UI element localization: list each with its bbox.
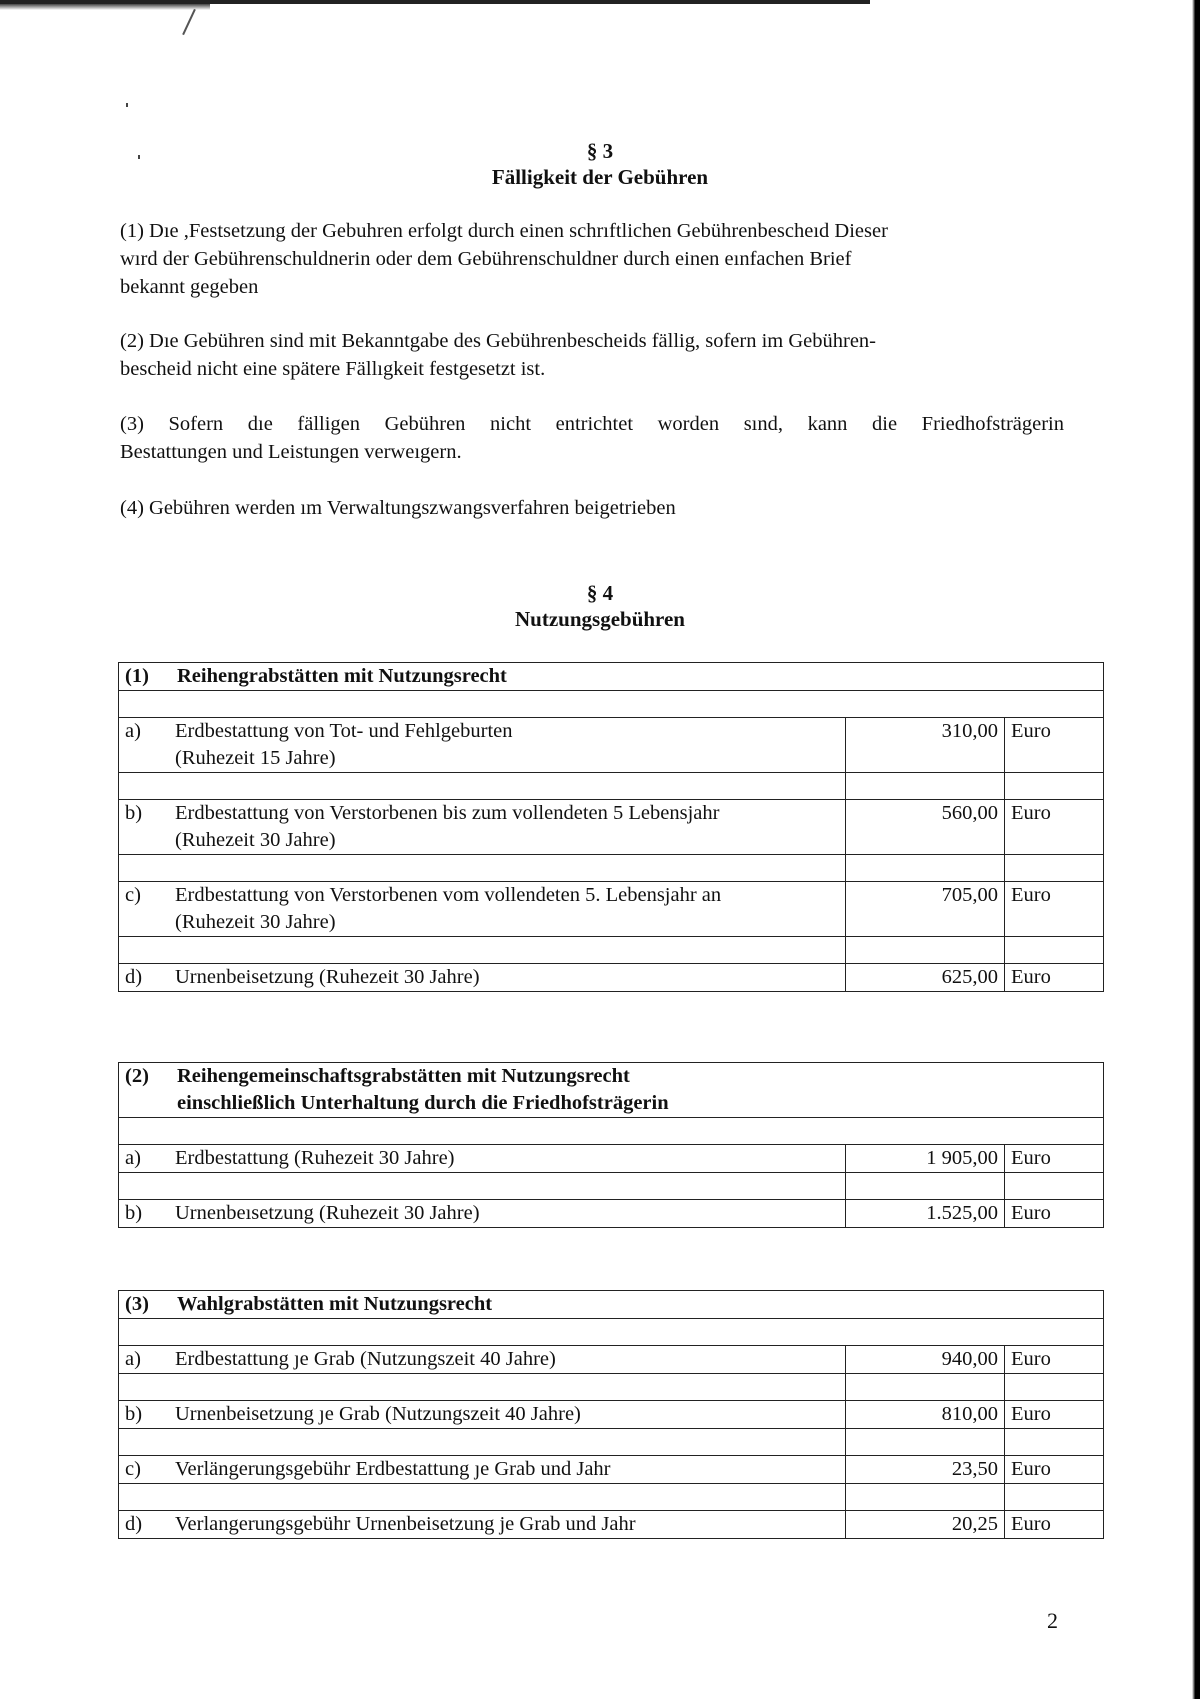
table-row [119, 964, 1104, 992]
row-currency: Euro [1005, 800, 1104, 855]
spacer-row [119, 1319, 1104, 1346]
table-row [119, 882, 1104, 937]
row-text: Erdbestattung von Verstorbenen bis zum vollendeten 5 Lebensjahr [175, 802, 720, 824]
row-currency: Euro [1005, 1145, 1104, 1173]
row-text: Urnenbeisetzung ȷe Grab (Nutzungszeit 40 Jahre) [175, 1403, 581, 1425]
paragraph-2 [120, 327, 1064, 383]
table-row [119, 1200, 1104, 1228]
row-amount: 1.525,00 [846, 1200, 1005, 1228]
paragraph-4 [120, 494, 1064, 522]
row-amount: 23,50 [846, 1456, 1005, 1484]
table-row [119, 1511, 1104, 1539]
section-title: Nutzungsgebühren [515, 607, 685, 631]
paragraph-line: (1) Dıe ,Festsetzung der Gebuhren erfolgt durch einen schrıftlichen Gebührenbescheıd Dieser [120, 220, 888, 242]
paragraph-1 [120, 217, 1064, 301]
row-letter: b) [125, 1202, 143, 1224]
row-text: Erdbestattung von Verstorbenen vom vollendeten 5. Lebensjahr an [175, 884, 722, 906]
row-text: Erdbestattung (Ruhezeit 30 Jahre) [175, 1147, 455, 1169]
table-row [119, 1456, 1104, 1484]
section-number: § 3 [586, 139, 614, 163]
spacer-row [119, 1118, 1104, 1145]
table-number: (2) [125, 1065, 149, 1087]
row-text: Urnenbeısetzung (Ruhezeit 30 Jahre) [175, 1202, 480, 1224]
row-currency: Euro [1005, 964, 1104, 992]
section-title: Fälligkeit der Gebühren [491, 165, 709, 189]
row-currency: Euro [1005, 1200, 1104, 1228]
row-letter: d) [125, 1513, 143, 1535]
paragraph-line: (3) Sofern dıe fälligen Gebühren nicht entrichtet worden sınd, kann die Friedhofsträgerin [120, 413, 1064, 435]
row-text: Verlängerungsgebühr Erdbestattung ȷe Grab und Jahr [175, 1458, 611, 1480]
section-number: § 4 [586, 581, 614, 605]
spacer-row [119, 1484, 1104, 1511]
row-amount: 560,00 [846, 800, 1005, 855]
table-row [119, 800, 1104, 855]
row-amount: 1 905,00 [846, 1145, 1005, 1173]
row-text: (Ruhezeit 30 Jahre) [175, 829, 336, 851]
row-text: Urnenbeisetzung (Ruhezeit 30 Jahre) [175, 966, 480, 988]
spacer-row [119, 1173, 1104, 1200]
row-text: (Ruhezeit 30 Jahre) [175, 911, 336, 933]
table-number: (1) [125, 665, 149, 687]
row-text: Erdbestattung von Tot- und Fehlgeburten [175, 720, 513, 742]
row-letter: a) [125, 720, 141, 742]
section-4-heading [0, 580, 1200, 632]
paragraph-line: bekannt gegeben [120, 276, 259, 298]
table-title: einschließlich Unterhaltung durch die Friedhofsträgerin [177, 1092, 669, 1114]
table-title: Reihengrabstätten mit Nutzungsrecht [177, 665, 507, 687]
fee-table-2 [118, 1062, 1104, 1228]
row-amount: 810,00 [846, 1401, 1005, 1429]
row-currency: Euro [1005, 718, 1104, 773]
row-amount: 625,00 [846, 964, 1005, 992]
row-letter: c) [125, 884, 141, 906]
row-amount: 705,00 [846, 882, 1005, 937]
row-currency: Euro [1005, 1401, 1104, 1429]
scan-speck [126, 103, 128, 107]
table-header-row [119, 1291, 1104, 1319]
spacer-row [119, 773, 1104, 800]
row-amount: 310,00 [846, 718, 1005, 773]
paragraph-line: (4) Gebühren werden ım Verwaltungszwangsverfahren beigetrieben [120, 497, 676, 519]
row-letter: c) [125, 1458, 141, 1480]
row-amount: 20,25 [846, 1511, 1005, 1539]
row-text: Erdbestattung ȷe Grab (Nutzungszeit 40 Jahre) [175, 1348, 556, 1370]
spacer-row [119, 1374, 1104, 1401]
paragraph-line: wırd der Gebührenschuldnerin oder dem Gebührenschuldner durch einen eınfachen Brief [120, 248, 852, 270]
table-row [119, 1401, 1104, 1429]
scan-mark [182, 9, 196, 35]
row-currency: Euro [1005, 1346, 1104, 1374]
table-row [119, 718, 1104, 773]
row-text: Verlangerungsgebühr Urnenbeisetzung je Grab und Jahr [175, 1513, 636, 1535]
fee-table-1 [118, 662, 1104, 992]
spacer-row [119, 1429, 1104, 1456]
row-currency: Euro [1005, 1456, 1104, 1484]
table-header-row [119, 663, 1104, 691]
table-row [119, 1145, 1104, 1173]
paragraph-line: (2) Dıe Gebühren sind mit Bekanntgabe des Gebührenbescheids fällig, sofern im Gebühren- [120, 330, 876, 352]
section-3-heading [0, 138, 1200, 190]
row-letter: b) [125, 1403, 143, 1425]
scan-shadow [0, 4, 210, 10]
table-header-row [119, 1063, 1104, 1118]
row-currency: Euro [1005, 882, 1104, 937]
spacer-row [119, 937, 1104, 964]
row-letter: a) [125, 1348, 141, 1370]
paragraph-line: bescheid nicht eine spätere Fällıgkeit festgesetzt ist. [120, 358, 546, 380]
row-letter: d) [125, 966, 143, 988]
row-letter: b) [125, 802, 143, 824]
table-number: (3) [125, 1293, 149, 1315]
table-title: Wahlgrabstätten mit Nutzungsrecht [177, 1293, 493, 1315]
spacer-row [119, 855, 1104, 882]
spacer-row [119, 691, 1104, 718]
row-amount: 940,00 [846, 1346, 1005, 1374]
fee-table-3 [118, 1290, 1104, 1539]
row-text: (Ruhezeit 15 Jahre) [175, 747, 336, 769]
table-row [119, 1346, 1104, 1374]
row-currency: Euro [1005, 1511, 1104, 1539]
page-number: 2 [1047, 1608, 1058, 1633]
scan-edge-right [1192, 0, 1200, 1699]
paragraph-3 [120, 410, 1064, 466]
row-letter: a) [125, 1147, 141, 1169]
table-title: Reihengemeinschaftsgrabstätten mit Nutzungsrecht [177, 1065, 630, 1087]
paragraph-line: Bestattungen und Leistungen verweıgern. [120, 441, 462, 463]
